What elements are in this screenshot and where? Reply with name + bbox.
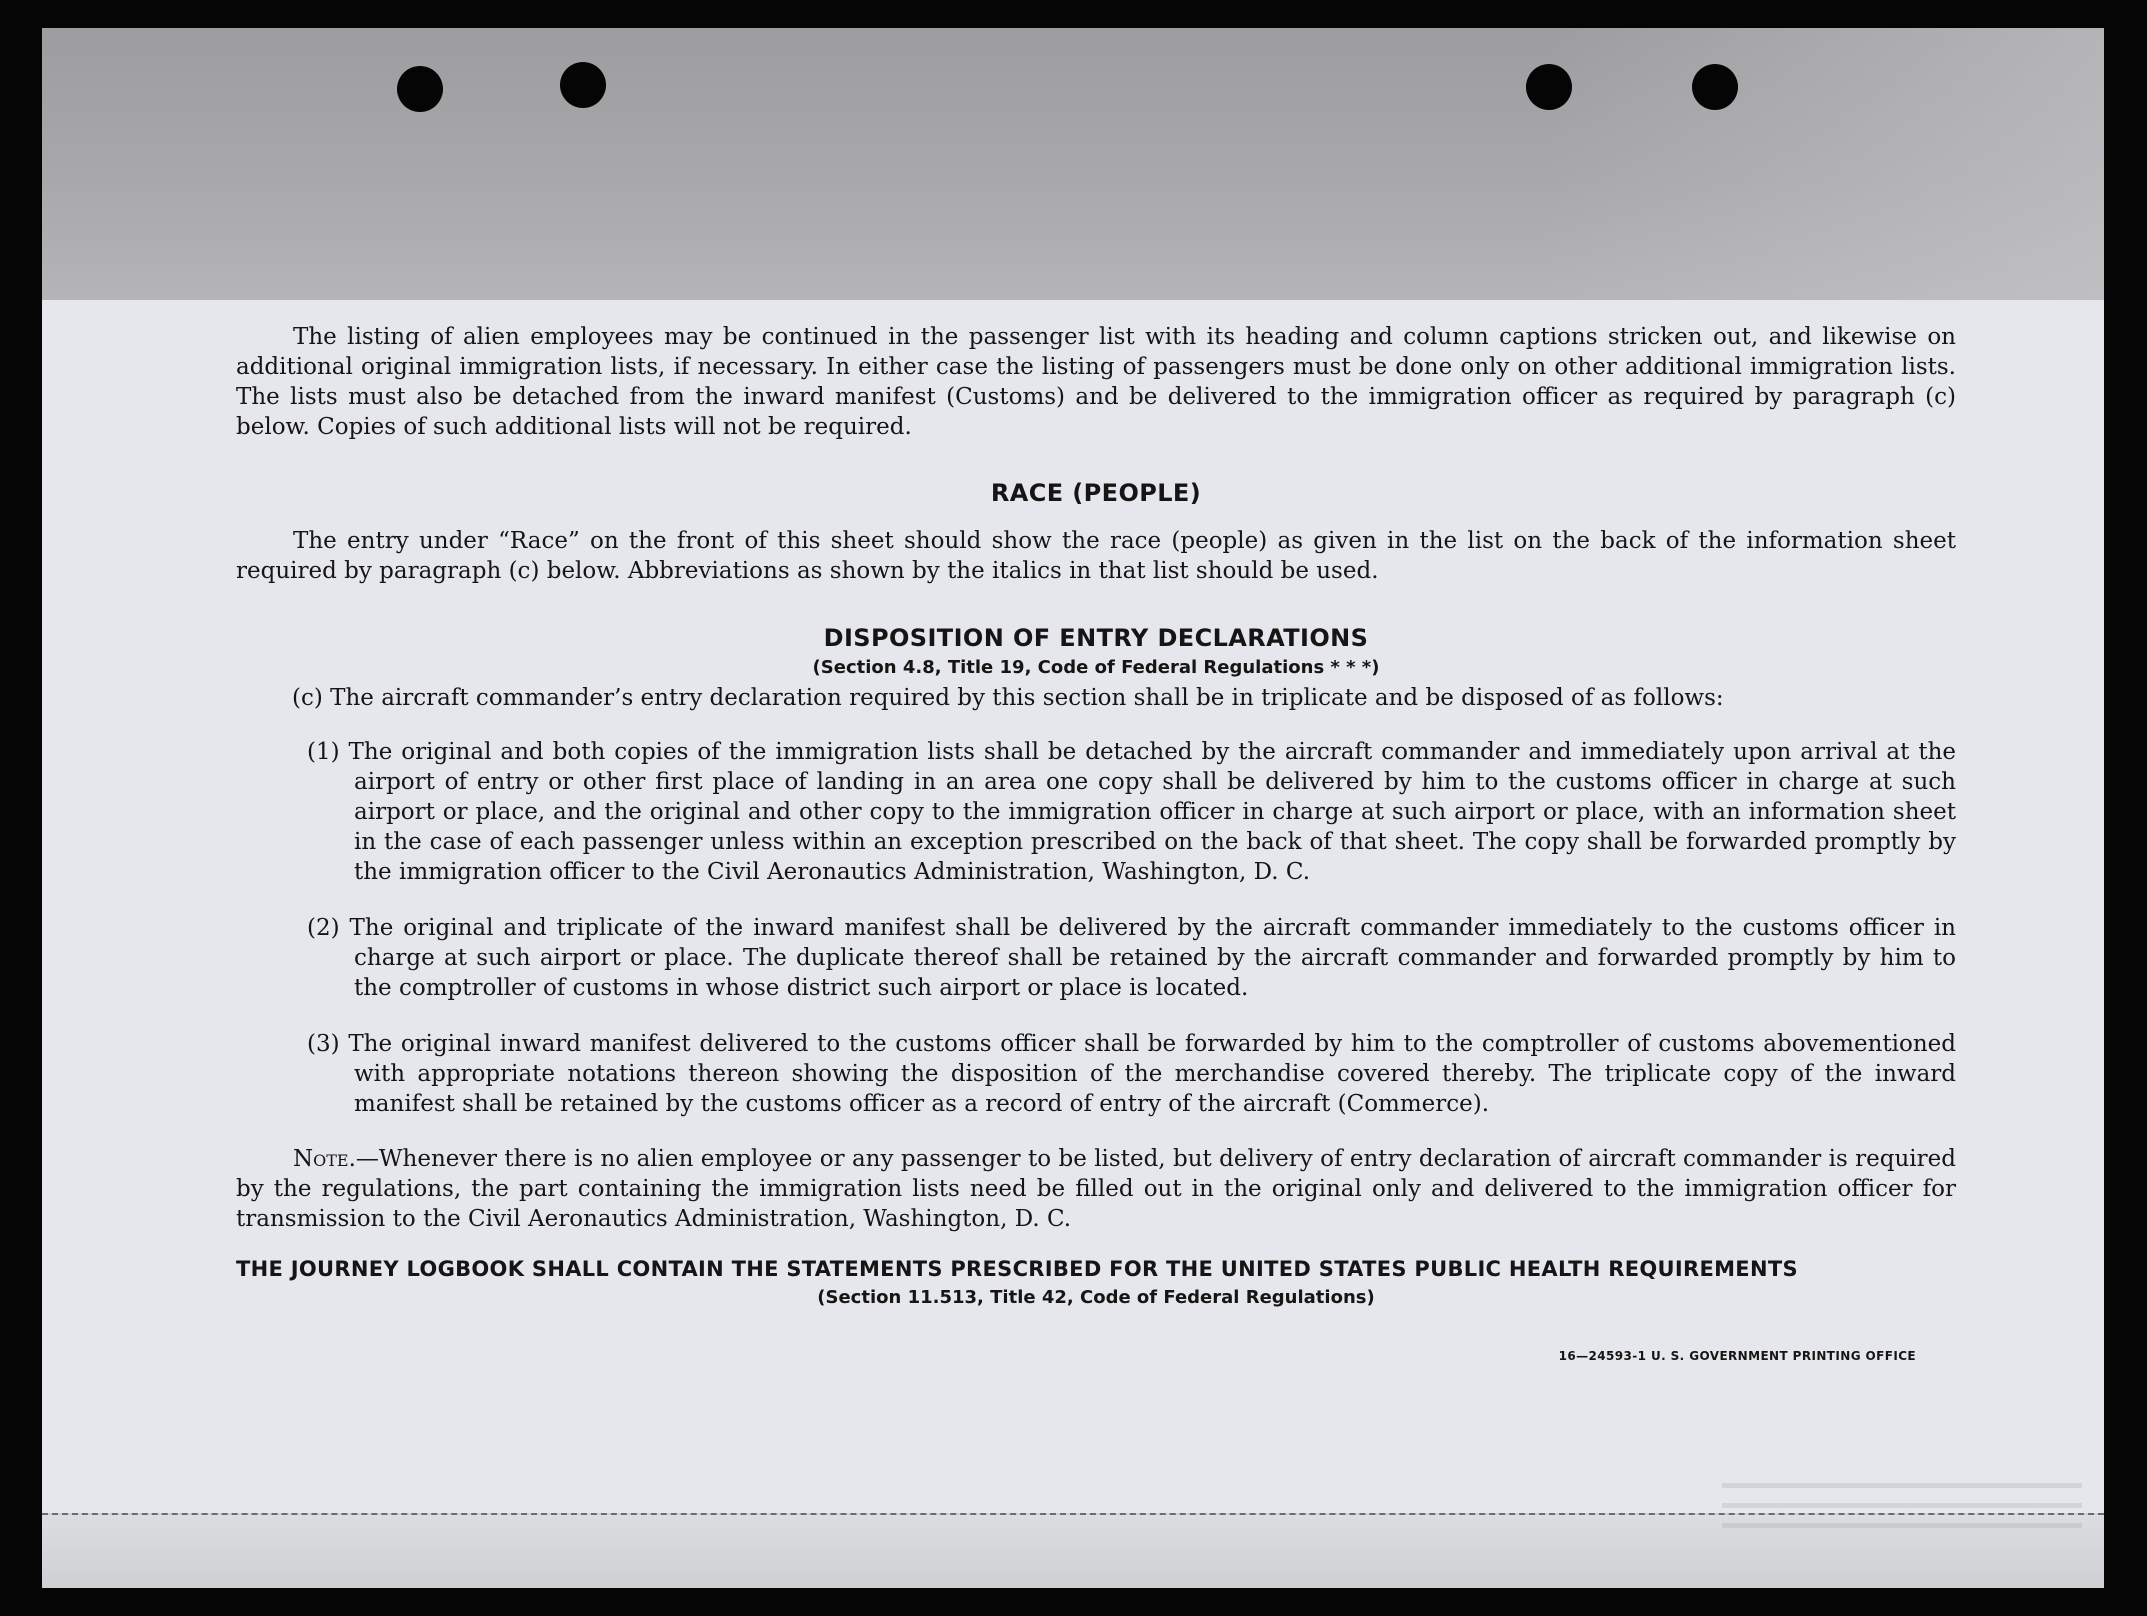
intro-paragraph: The listing of alien employees may be continued in the passenger list with its heading and column captions stricken out, and likewise on additional original immigration lists, if necessary. In either case the listing of passengers must be done only on other additional immigration lists. The lists must also be detached from the inward manifest (Customs) and be delivered to the immigration officer as required by paragraph (c) below. Copies of such additional lists will not be required. (236, 324, 1956, 440)
note-label: Note. (293, 1146, 356, 1172)
disposition-heading: DISPOSITION OF ENTRY DECLARATIONS (823, 624, 1369, 652)
scan-shadow (42, 28, 2104, 300)
disposition-intro: (c) The aircraft commander’s entry declaration required by this section shall be in triplicate and be disposed of as follows: (292, 685, 1724, 711)
logbook-subheading: (Section 11.513, Title 42, Code of Federal Regulations) (817, 1287, 1375, 1308)
logbook-heading: THE JOURNEY LOGBOOK SHALL CONTAIN THE STATEMENTS PRESCRIBED FOR THE UNITED STATES PUBLIC HEALTH REQUIREMENTS (236, 1257, 1798, 1281)
punch-hole-left-2 (560, 62, 606, 108)
race-heading: RACE (PEOPLE) (990, 479, 1202, 507)
bleed-through-text (1722, 1483, 2082, 1531)
disposition-item-3: (3) The original inward manifest delivered to the customs officer shall be forwarded by him to the comptroller of customs abovementioned with appropriate notations thereon showing the disposition of the merchandise covered thereby. The triplicate copy of the inward manifest shall be retained by the customs officer as a record of entry of the aircraft (Commerce). (307, 1031, 1956, 1117)
disposition-item-2: (2) The original and triplicate of the inward manifest shall be delivered by the aircraft commander immediately to the customs officer in charge at such airport or place. The duplicate thereof shall be retained by the aircraft commander and forwarded promptly by him to the comptroller of customs in whose district such airport or place is located. (307, 915, 1956, 1001)
punch-hole-right-1 (1526, 64, 1572, 110)
punch-hole-left-1 (397, 66, 443, 112)
disposition-item-1: (1) The original and both copies of the immigration lists shall be detached by the aircraft commander and immediately upon arrival at the airport of entry or other first place of landing in an area one copy shall be delivered by him to the customs officer in charge at such airport or place, and the original and other copy to the immigration officer in charge at such airport or place, with an information sheet in the case of each passenger unless within an exception prescribed on the back of that sheet. The copy shall be forwarded promptly by the immigration officer to the Civil Aeronautics Administration, Washington, D. C. (307, 739, 1956, 885)
document-page (42, 28, 2104, 1588)
disposition-subheading: (Section 4.8, Title 19, Code of Federal Regulations * * *) (812, 657, 1380, 678)
punch-hole-right-2 (1692, 64, 1738, 110)
note-paragraph (236, 1144, 1956, 1234)
printing-office-code: 16—24593-1 U. S. GOVERNMENT PRINTING OFFICE (1558, 1349, 1916, 1363)
race-paragraph: The entry under “Race” on the front of this sheet should show the race (people) as given in the list on the back of the information sheet required by paragraph (c) below. Abbreviations as shown by the italics in that list should be used. (236, 528, 1956, 584)
document-content (236, 322, 1956, 1364)
note-text: —Whenever there is no alien employee or any passenger to be listed, but delivery of entry declaration of aircraft commander is required by the regulations, the part containing the immigration lists need be filled out in the original only and delivered to the immigration officer for transmission to the Civil Aeronautics Administration, Washington, D. C. (236, 1146, 1956, 1232)
